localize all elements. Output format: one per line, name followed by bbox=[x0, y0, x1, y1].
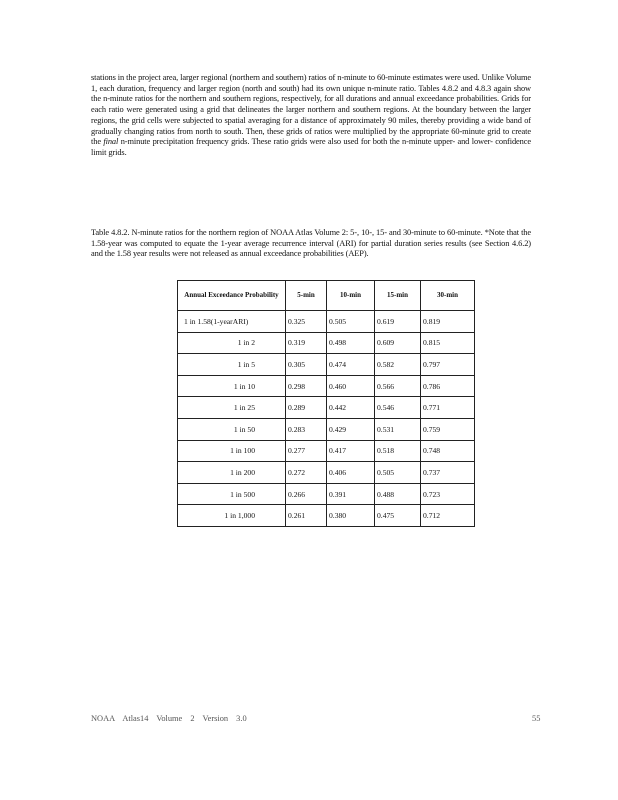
table-cell: 0.759 bbox=[421, 418, 475, 440]
table-cell: 0.712 bbox=[421, 505, 475, 527]
table-cell-probability: 1 in 1.58(1-yearARI) bbox=[178, 311, 286, 333]
table-cell: 0.609 bbox=[375, 332, 421, 354]
table-cell: 0.442 bbox=[327, 397, 375, 419]
table-cell: 0.319 bbox=[286, 332, 327, 354]
table-cell-probability: 1 in 100 bbox=[178, 440, 286, 462]
table-cell: 0.737 bbox=[421, 462, 475, 484]
table-cell: 0.797 bbox=[421, 354, 475, 376]
table-row bbox=[178, 483, 475, 505]
page-number: 55 bbox=[532, 714, 541, 723]
table-cell-probability: 1 in 1,000 bbox=[178, 505, 286, 527]
n-minute-ratio-table bbox=[177, 280, 475, 527]
table-cell: 0.289 bbox=[286, 397, 327, 419]
table-cell-probability: 1 in 500 bbox=[178, 483, 286, 505]
table-cell: 0.460 bbox=[327, 375, 375, 397]
table-cell-probability: 1 in 50 bbox=[178, 418, 286, 440]
table-cell: 0.261 bbox=[286, 505, 327, 527]
table-cell: 0.582 bbox=[375, 354, 421, 376]
table-row bbox=[178, 440, 475, 462]
paragraph-text-part2: n-minute precipitation frequency grids. These ratio grids were also used for both the n-minute upper- and lower- confidence limit grids. bbox=[91, 137, 531, 157]
table-cell: 0.819 bbox=[421, 311, 475, 333]
table-cell: 0.283 bbox=[286, 418, 327, 440]
table-cell: 0.505 bbox=[375, 462, 421, 484]
table-cell: 0.488 bbox=[375, 483, 421, 505]
header-10min: 10-min bbox=[327, 281, 375, 311]
table-row bbox=[178, 505, 475, 527]
table-cell: 0.531 bbox=[375, 418, 421, 440]
table-row bbox=[178, 311, 475, 333]
table-cell: 0.429 bbox=[327, 418, 375, 440]
table-cell: 0.391 bbox=[327, 483, 375, 505]
table-cell: 0.619 bbox=[375, 311, 421, 333]
table-cell: 0.815 bbox=[421, 332, 475, 354]
header-5min: 5-min bbox=[286, 281, 327, 311]
table-cell-probability: 1 in 5 bbox=[178, 354, 286, 376]
table-row bbox=[178, 375, 475, 397]
table-cell: 0.380 bbox=[327, 505, 375, 527]
table-cell-probability: 1 in 25 bbox=[178, 397, 286, 419]
table-row bbox=[178, 418, 475, 440]
table-row bbox=[178, 397, 475, 419]
page-footer: NOAA Atlas14 Volume 2 Version 3.0 bbox=[91, 714, 247, 723]
table-cell: 0.298 bbox=[286, 375, 327, 397]
paragraph-text-part1: stations in the project area, larger regional (northern and southern) ratios of n-minute to 60-minute estimates were used. Unlike Volume 1, each duration, frequency and larger region (north and south) had its own unique n-minute ratio. Tables 4.8.2 and 4.8.3 again show the n-minute ratios for the northern and southern regions, respectively, for all durations and annual exceedance probabilities. Grids for each ratio were generated using a grid that delineates the larger northern and southern regions. At the boundary between the larger regions, the grid cells were subjected to spatial averaging for a distance of approximately 90 miles, thereby providing a wide band of gradually changing ratios from north to south. Then, these grids of ratios were multiplied by the appropriate 60-minute grid to create the bbox=[91, 73, 531, 147]
table-cell: 0.771 bbox=[421, 397, 475, 419]
table-cell: 0.406 bbox=[327, 462, 375, 484]
table-cell: 0.546 bbox=[375, 397, 421, 419]
header-15min: 15-min bbox=[375, 281, 421, 311]
table-cell: 0.786 bbox=[421, 375, 475, 397]
table-header-row bbox=[178, 281, 475, 311]
table-row bbox=[178, 332, 475, 354]
table-caption: Table 4.8.2. N-minute ratios for the northern region of NOAA Atlas Volume 2: 5-, 10-, 15- and 30-minute to 60-minute. *Note that the 1.58-year was computed to equate the 1-year average recurrence interval (ARI) for partial duration series results (see Section 4.6.2) and the 1.58 year results were not released as annual exceedance probabilities (AEP). bbox=[91, 228, 531, 259]
table-row bbox=[178, 354, 475, 376]
body-paragraph bbox=[91, 73, 531, 159]
table-cell: 0.305 bbox=[286, 354, 327, 376]
table-cell: 0.566 bbox=[375, 375, 421, 397]
table-cell: 0.505 bbox=[327, 311, 375, 333]
table-cell-probability: 1 in 2 bbox=[178, 332, 286, 354]
table-row bbox=[178, 462, 475, 484]
header-30min: 30-min bbox=[421, 281, 475, 311]
table-cell: 0.266 bbox=[286, 483, 327, 505]
table-cell: 0.325 bbox=[286, 311, 327, 333]
table-cell: 0.475 bbox=[375, 505, 421, 527]
table-cell: 0.417 bbox=[327, 440, 375, 462]
table-cell: 0.498 bbox=[327, 332, 375, 354]
table-cell: 0.518 bbox=[375, 440, 421, 462]
table-cell-probability: 1 in 200 bbox=[178, 462, 286, 484]
table-cell: 0.272 bbox=[286, 462, 327, 484]
table-cell: 0.474 bbox=[327, 354, 375, 376]
table-cell: 0.748 bbox=[421, 440, 475, 462]
header-aep: Annual Exceedance Probability bbox=[178, 281, 286, 311]
table-cell: 0.277 bbox=[286, 440, 327, 462]
paragraph-italic-word: final bbox=[103, 137, 119, 147]
table-cell-probability: 1 in 10 bbox=[178, 375, 286, 397]
table-cell: 0.723 bbox=[421, 483, 475, 505]
